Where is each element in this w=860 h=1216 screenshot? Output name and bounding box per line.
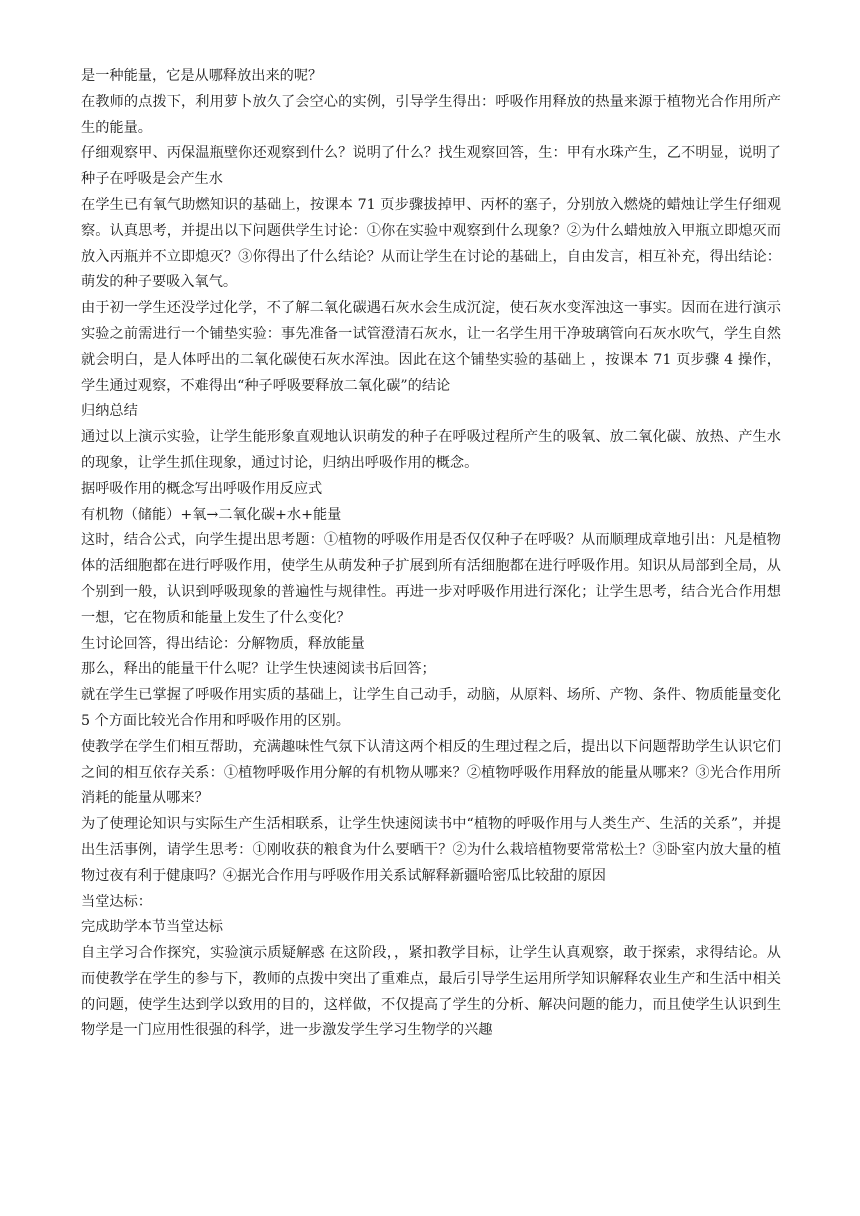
section-heading: 归纳总结 [81,403,138,420]
paragraph: 通过以上演示实验，让学生能形象直观地认识萌发的种子在呼吸过程所产生的吸氧、放二氧化碳、放热、产生水的现象，让学生抓住现象，通过讨论，归纳出呼吸作用的概念。 [81,429,781,471]
paragraph: 据呼吸作用的概念写出呼吸作用反应式 [81,480,323,497]
paragraph: 由于初一学生还没学过化学，不了解二氧化碳遇石灰水会生成沉淀，使石灰水变浑浊这一事实。因而在进行演示实验之前需进行一个铺垫实验：事先准备一试管澄清石灰水，让一名学生用干净玻璃管向石灰水吹气，学生自然就会明白，是人体呼出的二氧化碳使石灰水浑浊。因此在这个铺垫实验的基础上 ，按课本 71 页步骤 4 操作， 学生通过观察，不难得出“种子呼吸要释放二氧化碳”的结论 [81,300,781,394]
paragraph: 为了使理论知识与实际生产生活相联系，让学生快速阅读书中“植物的呼吸作用与人类生产、生活的关系”，并提出生活事例，请学生思考：①刚收获的粮食为什么要晒干？②为什么栽培植物要常常松土？③卧室内放大量的植物过夜有利于健康吗？④据光合作用与呼吸作用关系试解释新疆哈密瓜比较甜的原因 [81,816,781,884]
paragraph: 这时，结合公式，向学生提出思考题：①植物的呼吸作用是否仅仅种子在呼吸？从而顺理成章地引出：凡是植物体的活细胞都在进行呼吸作用，使学生从萌发种子扩展到所有活细胞都在进行呼吸作用。知识从局部到全局，从个别到一般，认识到呼吸现象的普遍性与规律性。再进一步对呼吸作用进行深化；让学生思考，结合光合作用想一想，它在物质和能量上发生了什么变化？ [81,532,781,626]
paragraph: 是一种能量，它是从哪释放出来的呢？ [81,68,323,84]
reaction-formula: 有机物（储能）+氧→二氧化碳+水+能量 [81,506,342,523]
paragraph: 在学生已有氧气助燃知识的基础上，按课本 71 页步骤拔掉甲、丙杯的塞子，分别放入燃烧的蜡烛让学生仔细观察。认真思考，并提出以下问题供学生讨论：①你在实验中观察到什么现象？②为什么蜡烛放入甲瓶立即熄灭而放入丙瓶并不立即熄灭？③你得出了什么结论？从而让学生在讨论的基础上，自由发言，相互补充，得出结论：萌发的种子要吸入氧气。 [81,196,781,291]
paragraph: 在教师的点拨下，利用萝卜放久了会空心的实例，引导学生得出：呼吸作用释放的热量来源于植物光合作用所产生的能量。 [81,93,781,136]
paragraph: 就在学生已掌握了呼吸作用实质的基础上，让学生自己动手，动脑，从原料、场所、产物、条件、物质能量变化 5 个方面比较光合作用和呼吸作用的区别。 [81,687,781,729]
paragraph: 使教学在学生们相互帮助，充满趣味性气氛下认清这两个相反的生理过程之后，提出以下问题帮助学生认识它们之间的相互依存关系：①植物呼吸作用分解的有机物从哪来？②植物呼吸作用释放的能量从哪来？③光合作用所消耗的能量从哪来？ [81,738,781,807]
paragraph: 仔细观察甲、丙保温瓶壁你还观察到什么？说明了什么？找生观察回答，生：甲有水珠产生，乙不明显，说明了种子在呼吸是会产生水 [81,145,781,188]
section-heading: 当堂达标： [81,893,152,910]
document-page [81,64,781,1044]
paragraph: 完成助学本节当堂达标 [81,919,223,936]
paragraph: 那么，释出的能量干什么呢？让学生快速阅读书后回答； [81,661,436,678]
paragraph: 生讨论回答，得出结论：分解物质，释放能量 [81,635,365,652]
paragraph: 自主学习合作探究，实验演示质疑解惑 在这阶段，，紧扣教学目标，让学生认真观察，敢于探索，求得结论。从而使教学在学生的参与下，教师的点拨中突出了重难点，最后引导学生运用所学知识解释农业生产和生活中相关的问题，使学生达到学以致用的目的，这样做，不仅提高了学生的分析、解决问题的能力，而且使学生认识到生物学是一门应用性很强的科学，进一步激发学生学习生物学的兴趣 [81,945,781,1039]
